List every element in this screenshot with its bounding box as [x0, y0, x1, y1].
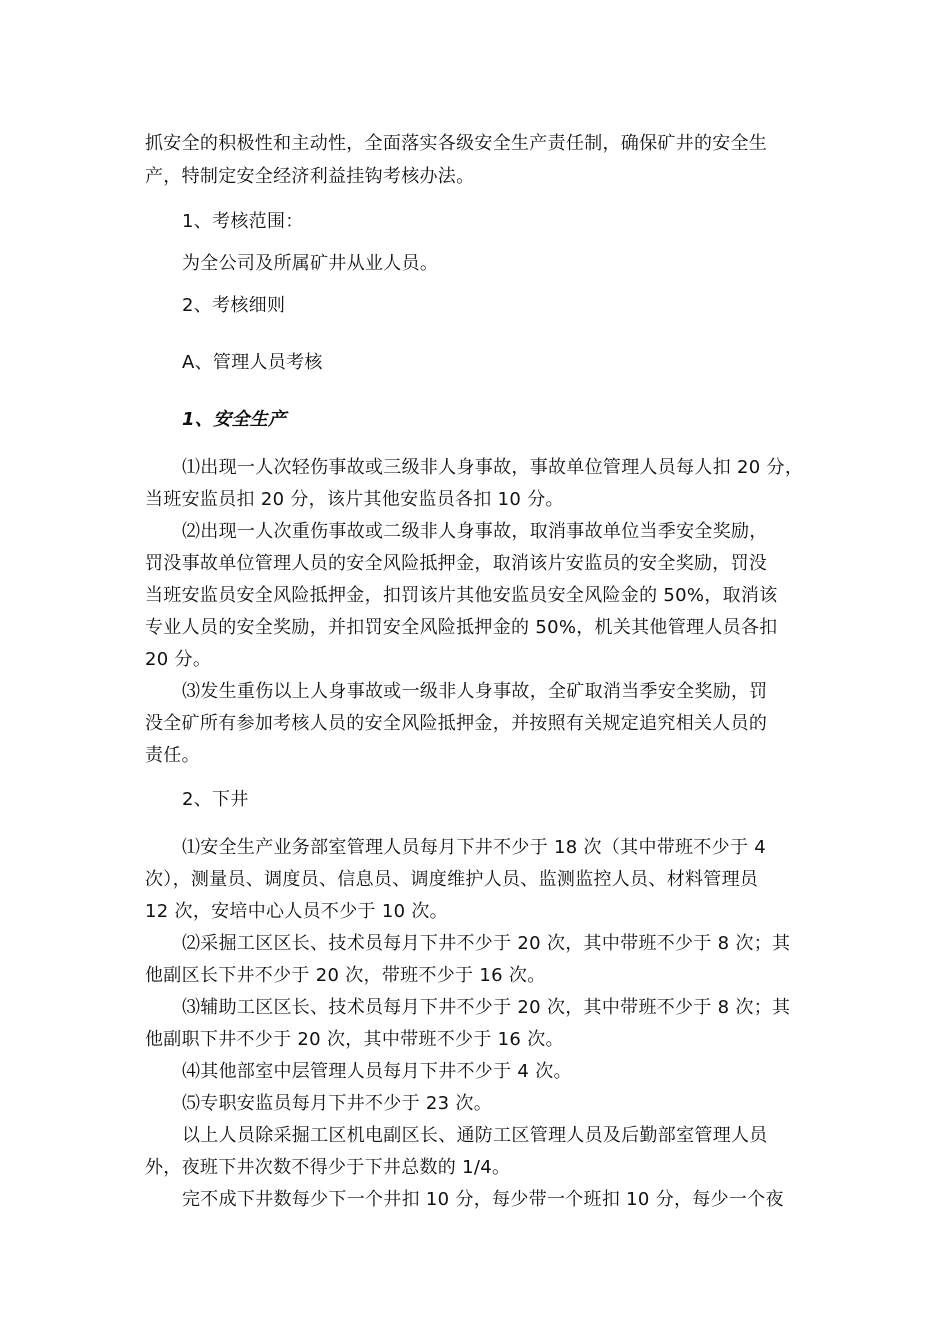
item-1-para-2-line-5: 20 分。 — [145, 649, 212, 670]
item-2-heading: 2、下井 — [182, 789, 249, 810]
section-1-body: 为全公司及所属矿井从业人员。 — [182, 253, 439, 274]
intro-line-1: 抓安全的积极性和主动性，全面落实各级安全生产责任制，确保矿井的安全生 — [145, 133, 768, 154]
item-1-para-2-line-4: 专业人员的安全奖励，并扣罚安全风险抵押金的 50%，机关其他管理人员各扣 — [145, 617, 778, 638]
section-1-heading: 1、考核范围： — [182, 211, 304, 232]
item-1-para-2-line-1: ⑵出现一人次重伤事故或二级非人身事故，取消事故单位当季安全奖励， — [182, 521, 768, 542]
item-1-para-3-line-1: ⑶发生重伤以上人身事故或一级非人身事故，全矿取消当季安全奖励，罚 — [182, 681, 768, 702]
item-2-para-1-line-3: 12 次，安培中心人员不少于 10 次。 — [145, 901, 448, 922]
item-2-para-3-line-2: 他副职下井不少于 20 次，其中带班不少于 16 次。 — [145, 1029, 564, 1050]
item-2-para-7-line-1: 完不成下井数每少下一个井扣 10 分，每少带一个班扣 10 分，每少一个夜 — [182, 1189, 784, 1210]
item-2-para-5-line-1: ⑸专职安监员每月下井不少于 23 次。 — [182, 1093, 493, 1114]
item-2-para-2-line-2: 他副区长下井不少于 20 次，带班不少于 16 次。 — [145, 965, 546, 986]
item-2-para-6-line-1: 以上人员除采掘工区机电副区长、通防工区管理人员及后勤部室管理人员 — [182, 1125, 768, 1146]
item-1-para-2-line-2: 罚没事故单位管理人员的安全风险抵押金，取消该片安监员的安全奖励，罚没 — [145, 553, 768, 574]
item-2-para-6-line-2: 外，夜班下井次数不得少于下井总数的 1/4。 — [145, 1157, 511, 1178]
intro-line-2: 产，特制定安全经济利益挂钩考核办法。 — [145, 166, 475, 187]
item-1-para-3-line-3: 责任。 — [145, 745, 200, 766]
subsection-a-heading: A、管理人员考核 — [182, 352, 323, 373]
item-1-para-3-line-2: 没全矿所有参加考核人员的安全风险抵押金，并按照有关规定追究相关人员的 — [145, 713, 768, 734]
item-2-para-1-line-1: ⑴安全生产业务部室管理人员每月下井不少于 18 次（其中带班不少于 4 — [182, 837, 767, 858]
item-1-para-1-line-2: 当班安监员扣 20 分，该片其他安监员各扣 10 分。 — [145, 489, 564, 510]
item-2-para-2-line-1: ⑵采掘工区区长、技术员每月下井不少于 20 次，其中带班不少于 8 次；其 — [182, 933, 791, 954]
item-2-para-4-line-1: ⑷其他部室中层管理人员每月下井不少于 4 次。 — [182, 1061, 572, 1082]
item-1-heading: 1、安全生产 — [182, 409, 287, 430]
item-1-para-1-line-1: ⑴出现一人次轻伤事故或三级非人身事故，事故单位管理人员每人扣 20 分， — [182, 457, 804, 478]
item-2-para-1-line-2: 次），测量员、调度员、信息员、调度维护人员、监测监控人员、材料管理员 — [145, 869, 759, 890]
section-2-heading: 2、考核细则 — [182, 295, 286, 316]
item-2-para-3-line-1: ⑶辅助工区区长、技术员每月下井不少于 20 次，其中带班不少于 8 次；其 — [182, 997, 791, 1018]
item-1-para-2-line-3: 当班安监员安全风险抵押金，扣罚该片其他安监员安全风险金的 50%，取消该 — [145, 585, 778, 606]
